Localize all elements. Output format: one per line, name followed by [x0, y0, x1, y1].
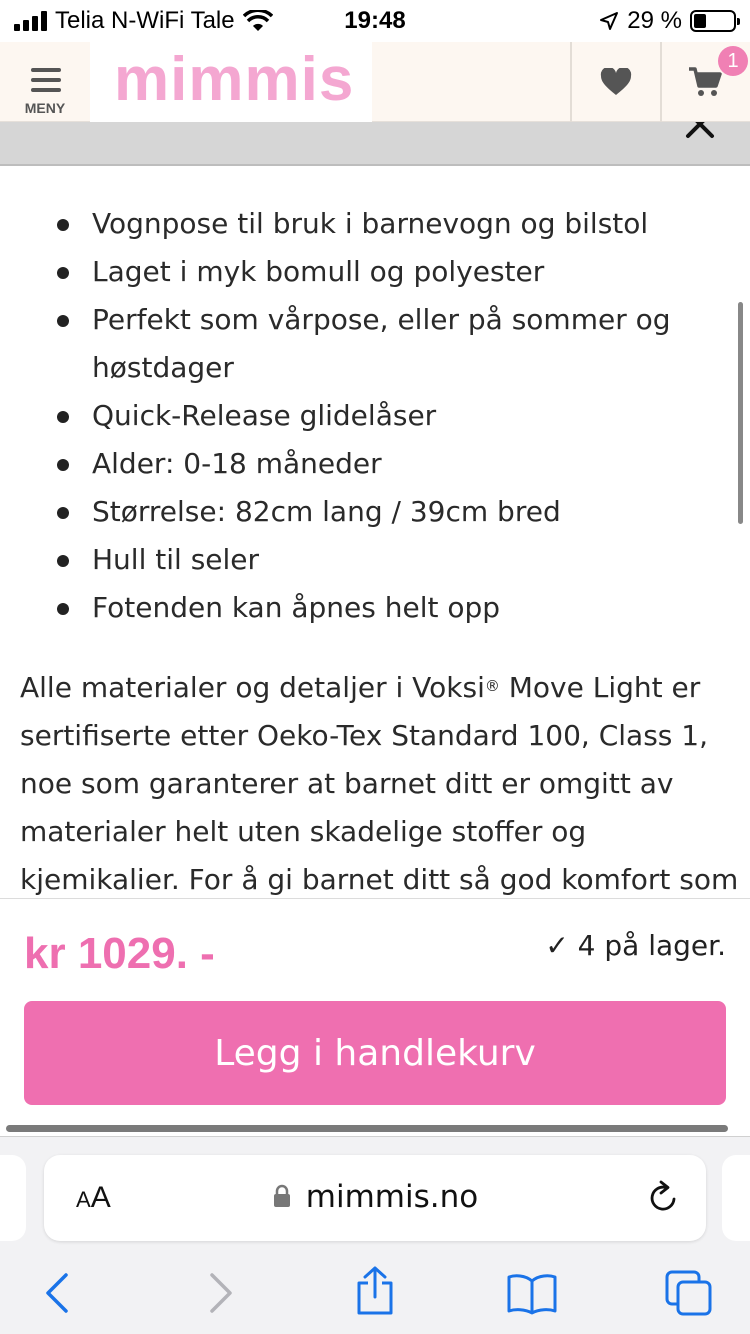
- cart-icon: [688, 66, 722, 98]
- reload-icon[interactable]: [646, 1179, 680, 1215]
- horizontal-scrollbar[interactable]: [6, 1125, 728, 1132]
- status-right: [599, 7, 736, 35]
- menu-button[interactable]: [0, 42, 90, 122]
- wishlist-button[interactable]: [572, 42, 662, 122]
- list-item: Fotenden kan åpnes helt opp: [92, 584, 712, 632]
- list-item: Størrelse: 82cm lang / 39cm bred: [92, 488, 712, 536]
- browser-toolbar: [0, 1261, 750, 1331]
- battery-icon: [690, 10, 736, 32]
- text-size-small-a: A: [76, 1187, 91, 1212]
- status-bar: [0, 0, 750, 42]
- tabs-icon[interactable]: [664, 1269, 714, 1317]
- previous-tab-preview[interactable]: [0, 1155, 26, 1241]
- chevron-right-icon[interactable]: [204, 1271, 236, 1315]
- site-header: [0, 42, 750, 122]
- browser-bottom-bar: [0, 1136, 750, 1334]
- registered-mark: ®: [484, 677, 500, 695]
- menu-label: MENY: [24, 100, 66, 116]
- heart-icon: [600, 68, 632, 96]
- chevron-left-icon[interactable]: [42, 1271, 74, 1315]
- feature-list: [92, 200, 712, 632]
- url-text: mimmis.no: [305, 1179, 479, 1215]
- cart-button[interactable]: [662, 42, 750, 122]
- list-item: Alder: 0-18 måneder: [92, 440, 712, 488]
- next-tab-preview[interactable]: [722, 1155, 750, 1241]
- description-paragraph: [20, 664, 740, 898]
- battery-percent: 29 %: [627, 7, 682, 34]
- product-description: [0, 166, 750, 898]
- book-icon[interactable]: [506, 1273, 558, 1315]
- site-logo: mimmis: [114, 45, 355, 114]
- logo-link[interactable]: [90, 42, 372, 122]
- list-item: Quick-Release glidelåser: [92, 392, 712, 440]
- description-text: Alle materialer og detaljer i Voksi: [20, 671, 485, 704]
- list-item: Perfekt som vårpose, eller på sommer og høstdager: [92, 296, 712, 392]
- stock-status: ✓ 4 på lager.: [545, 929, 726, 962]
- vertical-scrollbar[interactable]: [738, 302, 743, 524]
- modal-header-strip: [0, 122, 750, 166]
- purchase-bar: [0, 898, 750, 1136]
- close-icon[interactable]: [684, 122, 716, 140]
- url-display[interactable]: [44, 1179, 706, 1215]
- list-item: Hull til seler: [92, 536, 712, 584]
- add-to-cart-button[interactable]: Legg i handlekurv: [24, 1001, 726, 1105]
- cart-count-badge: 1: [718, 46, 748, 76]
- location-arrow-icon: [599, 11, 619, 31]
- text-size-large-a: A: [90, 1181, 111, 1214]
- address-bar[interactable]: [44, 1155, 706, 1241]
- lock-icon: [272, 1184, 292, 1208]
- product-price: kr 1029. -: [24, 929, 215, 978]
- share-icon[interactable]: [354, 1265, 396, 1317]
- list-item: Laget i myk bomull og polyester: [92, 248, 712, 296]
- description-text: Move Light er sertifiserte etter Oeko-Tex Standard 100, Class 1, noe som garanterer at barnet ditt er omgitt av materialer helt uten skadelige stoffer og kjemikalier. For å gi barnet ditt så god komfort som: [20, 671, 739, 896]
- carrier-name: Telia N-WiFi Tale: [55, 7, 235, 34]
- hamburger-icon: [31, 68, 61, 98]
- status-time: 19:48: [344, 7, 406, 34]
- list-item: Vognpose til bruk i barnevogn og bilstol: [92, 200, 712, 248]
